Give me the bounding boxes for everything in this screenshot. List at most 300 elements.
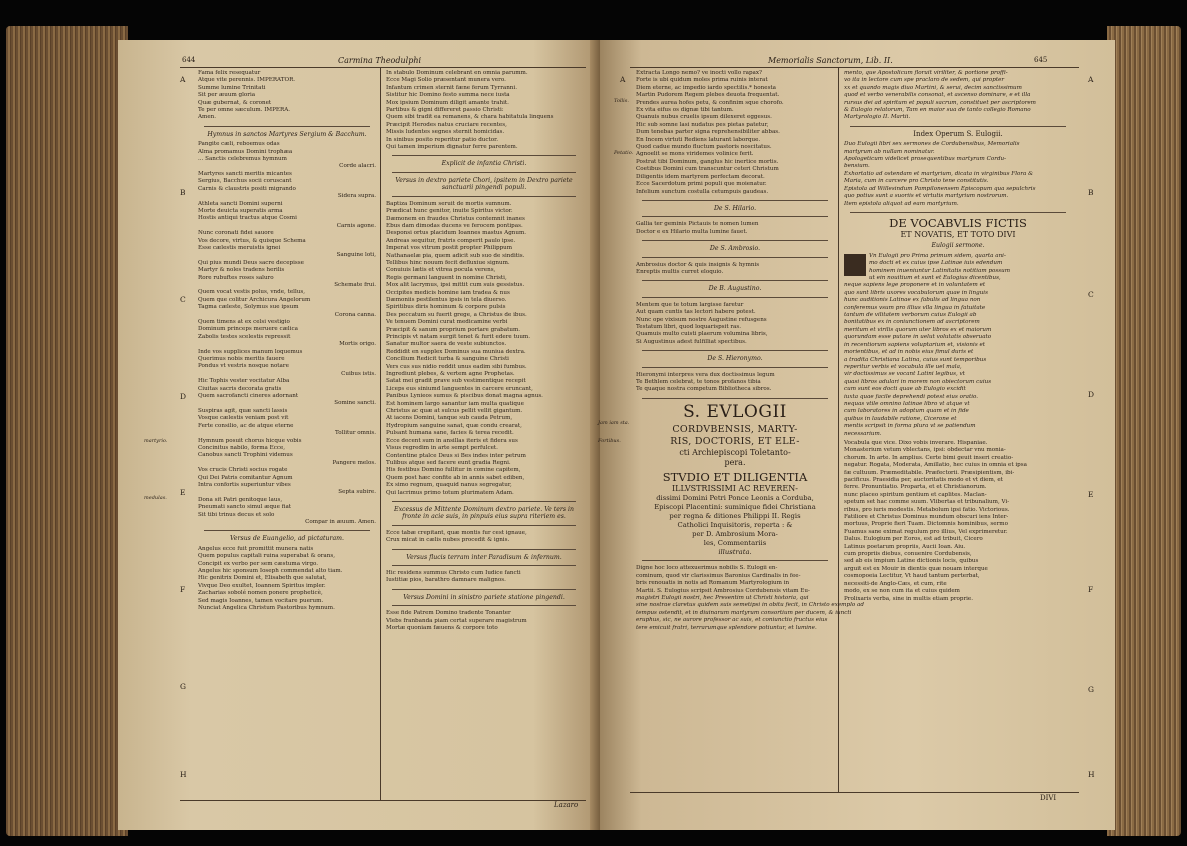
text-line: Quem populus capitali ruina superabat & orans, <box>198 553 336 560</box>
text-line: ... Sanctis celebremus hymnum <box>198 156 287 163</box>
text-line: Quem post hæc confite ab in annis sabet ediben, <box>386 474 525 481</box>
right-side-note: Fortibus. <box>598 438 621 444</box>
text-line: Alma promamus Domini trophæa <box>198 148 293 155</box>
section-rule <box>642 280 828 281</box>
studio-line: dissimi Domini Petri Ponce Leonis a Corduba, <box>656 494 814 503</box>
left-marker-a: A <box>180 75 186 84</box>
text-line: Quod cadue mundo fluctum pastoris noscitatus. <box>636 144 772 151</box>
text-line: Latinus poetarum propriis, Aucii Ioan. Aiu. <box>844 543 966 550</box>
text-line: Ecce Magi Solio præsentant munera vero. <box>386 77 506 84</box>
text-line: Præcipit Herodes natus cruciare recentes, <box>386 121 507 128</box>
text-line: nunc placeo spiritum gentium et caplites. Maclan- <box>844 491 987 498</box>
text-line: Duo Eulogii libri sex sermones de Cordubensibus, Memorialis <box>844 141 1020 148</box>
text-line: Prædicat hunc genitor, inuite Spiritus victor. <box>386 208 513 215</box>
text-line: iuxta quae facile deprehendi potest eius oratio. <box>844 393 979 400</box>
text-line: En Incem virtuti Rediens laturant laborque. <box>636 136 761 143</box>
text-line: Quamuis multo cuisti plaerum volumina libris, <box>636 331 768 338</box>
text-line: Contentine ptalce Deus si Bes indes inter petrum <box>386 452 526 459</box>
text-line: Quæ gubernat, & coronet <box>198 99 272 106</box>
text-line: Tulibus atque sed facere eunt gradia Regni. <box>386 459 511 466</box>
text-line: Ecce Sacerdotum primi populi que moienatur. <box>636 181 767 188</box>
text-line: eruphus, sic, ne aurore professor ac suis, et coniunctio fructus eius <box>636 617 828 624</box>
text-line: quo potius sunt a suoriis et virtutis martyrium nostrorum. <box>844 193 1009 200</box>
text-line: Vivque Deo exultet, Ioannem Spiritus impler. <box>198 582 326 589</box>
text-line: Gallia ter geminis Pictauis te nomen lumen <box>636 221 759 228</box>
text-line: Vn Eulogii pro Prima primum sidem, quarta ani- <box>869 252 1006 259</box>
text-line: Monasterium vetum vblectans, ipsi: obdectar vnu monia- <box>844 447 1006 454</box>
text-line: Nathanaelæ pia, quem adicit sub suo de sinditis. <box>386 252 525 259</box>
text-line: His festibus Domino fullitur in comine capitem, <box>386 467 521 474</box>
text-line: Sanguine loti, <box>336 252 376 259</box>
vocabulis-subheading: ET NOVATIS, ET TOTO DIVI <box>900 229 1016 239</box>
text-line: Forte is ubi quidum moles prima ruinis interat <box>636 77 768 84</box>
text-line: Spiritibus diris hominum & corpore pulsis <box>386 304 506 311</box>
text-line: Epistola ad Willesindum Pampilonensem Episcopum qua sepulchris <box>844 185 1036 192</box>
text-line: Vosque cælestis veniam post vit <box>198 415 289 422</box>
text-line: magistri Eulogii nostri, hec Presentim ut Christi historia, qui <box>636 594 809 601</box>
text-line: Hymnum posuit chorus hicque vobis <box>198 437 302 444</box>
text-line: Martyr & noles tradens herilis <box>198 267 285 274</box>
memorial-verses <box>636 70 834 196</box>
ornamental-initial <box>844 254 866 276</box>
section-heading: Versus in dextro pariete Chori, ipsitem in Dextro pariete sanctuarii pingendi populi. <box>395 176 573 192</box>
right-marker-f: F <box>1088 585 1094 594</box>
text-line: Suspiras agit, quæ sancti lassis <box>198 407 288 414</box>
text-line: Sanatur multor saera de veste subiunctos. <box>386 341 507 348</box>
section-rule <box>642 367 828 368</box>
text-line: Intra confortis superiuntur vibes <box>198 481 291 488</box>
text-line: Infantum crimen sternit fæne ferum Tyrranni. <box>386 84 517 91</box>
text-line: Querimus nobis meritis fauere <box>198 356 285 363</box>
gospel-verses <box>198 546 376 613</box>
left-column-1 <box>198 70 376 798</box>
text-line: Martin Pudorem Regem plebes deuota frequentat. <box>636 92 780 99</box>
text-line: ut ein nouitium et sunt et Eulogius dicentibus, <box>869 275 1001 282</box>
text-line: Martyrologio II. Martii. <box>844 114 911 121</box>
text-line: modo, ex se non cum ita et cuius quidem <box>844 588 960 595</box>
text-line: necessarium. <box>844 430 882 437</box>
text-line: Item epistola aliquot ad eam martyrium. <box>844 200 959 207</box>
right-marker-h: H <box>1088 770 1095 779</box>
text-line: Esse cælestis meruistis ignei <box>198 244 281 251</box>
text-line: Corde alacri. <box>339 163 376 170</box>
text-line: Infelium sunctum costulla cetumpuis gaudeas. <box>636 188 769 195</box>
text-line: Athleta sancti Domini superni <box>198 200 283 207</box>
text-line: Esse fide Patrem Domino tradente Tonanter <box>386 610 511 617</box>
text-line: Dæmonem en fraudes Christus contemnit inanes <box>386 215 525 222</box>
studio-line: ILLVSTRISSIMI AC REVEREN- <box>672 483 798 493</box>
text-line: quorundam esse putare in uelut volutatis obseruato <box>844 334 992 341</box>
text-line: Pondus vt vestris nosque notare <box>198 363 289 370</box>
right-marker-c: C <box>1088 290 1094 299</box>
text-line: tere emicuit fratri, terrarumque splendore potiuntur, et lumine. <box>636 624 817 631</box>
text-line: Martyres sancti meritis micantes <box>198 170 292 177</box>
text-line: mortuus, Proprie fieri Tuam. Dictomnis hominibus, sermo <box>844 521 1008 528</box>
section-rule <box>392 501 576 502</box>
text-line: martyrum ab nullam nominatur. <box>844 148 935 155</box>
studio-line: illustrata. <box>718 548 752 557</box>
studio-heading: STVDIO ET DILIGENTIA <box>662 469 808 484</box>
section-rule <box>642 297 828 298</box>
right-side-note: Jam iam sta. <box>598 420 630 426</box>
text-line: Qui tamen imperium dignatur ferre parentem. <box>386 144 518 151</box>
studio-line: les, Commentariis <box>703 539 767 548</box>
text-line: Sit tibi trinus decus et solo <box>198 511 275 518</box>
text-line: Testatum libri, quod loquarispsit ras. <box>636 323 742 330</box>
text-line: sine nostrae claretus quidem suis semetipsi in obitu fecit, in Christo exemplo ad <box>636 602 864 609</box>
text-line: Concipit ex verbo per sem cæstuma virgo. <box>198 560 319 567</box>
right-running-title: Memorialis Sanctorum, Lib. II. <box>768 56 893 65</box>
text-line: Vers cus sus nidio reddit unus eadim sibi fumbus. <box>386 363 527 370</box>
text-line: Sidera supra. <box>337 193 376 200</box>
text-line: Hic residens summus Christo cum Iudice fancti <box>386 569 521 576</box>
right-column-rule <box>838 68 839 792</box>
text-line: Ex vita eifus os dignæ tibi tantum. <box>636 107 734 114</box>
text-line: Carnis & claustris positi migrando <box>198 185 296 192</box>
text-line: Septa subire. <box>338 489 376 496</box>
text-line: Si Augustinus adest fulfilliat spectibus. <box>636 338 747 345</box>
text-line: Nunc coronati fidei sauore <box>198 230 274 237</box>
text-line: Ciuitas sacris decorata gratis <box>198 385 282 392</box>
section-rule <box>642 257 828 258</box>
text-line: fæ cultuum. Præmeditabile. Præfectorii. Præsipientism, ibi- <box>844 469 1015 476</box>
text-line: Iustitiæ pios, barathro damnare malignos. <box>386 577 506 584</box>
text-line: Prendes aurea hofes petu, & confinim sque chorofo. <box>636 99 784 106</box>
section-heading: De S. Hieronymo. <box>707 355 763 363</box>
right-catchword: DIVI <box>1040 794 1057 802</box>
text-line: Regis germani languent in nomine Christi, <box>386 274 507 281</box>
page-edges-left <box>6 26 128 836</box>
text-line: Zabolis testes scelestis repressit <box>198 333 291 340</box>
text-line: quo sunt libris uxores vocabulorum quae in linguis <box>844 289 988 296</box>
text-line: Pneumati sancto simul æque fiat <box>198 504 292 511</box>
text-line: in recentiorum sapiens voluptarium et, visionis et <box>844 341 986 348</box>
text-line: Quem sacrofancti cineres adornant <box>198 393 299 400</box>
text-line: ferre. Pronuntiatio. Proparta, et et Christianorum. <box>844 484 987 491</box>
left-header-rule <box>180 67 586 68</box>
text-line: At iacens Domini, tanque sub cauda Petrum, <box>386 415 513 422</box>
eulogius-subtitle: pera. <box>724 458 746 468</box>
right-page <box>600 40 1115 830</box>
text-line: sed ab eis impium Latine dictionis locis, quibus <box>844 558 979 565</box>
text-line: a tradita Christiana Latina, cuius sunt temporibus <box>844 356 987 363</box>
text-line: Compar in æuum. Amen. <box>305 518 376 525</box>
text-line: meritum et virilis quorum uter libros ex et maiorum <box>844 326 992 333</box>
right-header-rule <box>630 67 1079 68</box>
text-line: Hic genitrix Domini et, Elisabeth que salutat, <box>198 575 327 582</box>
text-line: Morte deuicta superatis arma <box>198 207 283 214</box>
section-rule <box>392 525 576 526</box>
text-line: Postrat tibi Dominum, ganglus hic inertice mortis. <box>636 158 779 165</box>
text-line: Dalus. Eulogium per Eoros, est ad tribuit, Cicero <box>844 536 983 543</box>
text-line: cum sunt eos docti quae ab Eulogio excidit <box>844 386 966 393</box>
works-index <box>844 141 1072 208</box>
text-line: mentis scripsit in forma plura vt se patiendum <box>844 423 976 430</box>
text-line: Canobus sancti Trophini videmus <box>198 452 293 459</box>
text-line: Est hominem largo sanantur iam multa quatique <box>386 400 524 407</box>
section-heading: De S. Ambrosio. <box>709 245 761 253</box>
text-line: Tollitur omnis. <box>334 430 376 437</box>
page-edges-right <box>1107 26 1181 836</box>
text-line: Concilium Redicit turba & sanguine Christi <box>386 356 509 363</box>
text-line: hunc auditionis Latinae ex fabulis ad lingua non <box>844 297 981 304</box>
section-rule <box>392 155 576 156</box>
text-line: Nunciat Angelica Christum Pastoribus hymnum. <box>198 605 335 612</box>
section-rule <box>392 605 576 606</box>
text-line: Amen. <box>198 114 217 121</box>
right-marker-d: D <box>1088 390 1095 399</box>
text-line: Zacharias sobolé nomen ponere propheticè, <box>198 590 323 597</box>
text-line: Mentem que te totum largisse faretur <box>636 301 744 308</box>
left-marker-e: E <box>180 488 186 497</box>
text-line: Mortis origo. <box>339 341 376 348</box>
text-line: Missis ludentes segnes sternit homicidas. <box>386 129 505 136</box>
text-line: Imperat vos vitrum postit propter Philippum <box>386 245 513 252</box>
text-line: Summe lumine Trinitati <box>198 84 266 91</box>
text-line: Quem vocat vestis polus, vnde, tellus, <box>198 289 305 296</box>
right-column-2 <box>844 70 1072 790</box>
text-line: vo ita in lectore cum spe praclaro de sedem, qui propter <box>844 77 1005 84</box>
section-rule <box>392 196 576 197</box>
text-line: In stabulo Dominum celebrant en omnia parumm. <box>386 70 528 76</box>
right-marker-e: E <box>1088 490 1094 499</box>
martyrology-note <box>844 70 1072 122</box>
text-line: Angelus ecce fuit promittit munera natis <box>198 545 314 552</box>
text-line: Vos crucis Christi socius rogate <box>198 467 288 474</box>
section-rule <box>204 126 370 127</box>
section-rule <box>850 212 1066 213</box>
text-line: Qui pius mundi Deus sacre decepisse <box>198 259 304 266</box>
text-line: arguit est ex Mouir in dientis quæ nouam interque <box>844 565 988 572</box>
left-marker-h: H <box>180 770 187 779</box>
section-rule <box>204 530 370 531</box>
text-line: pacificus. Praesidia per, auctoritatis modo et vt diem, et <box>844 477 1003 483</box>
text-line: Cuibus istis. <box>341 370 376 377</box>
studio-line: per regna & ditiones Philippi II. Regis <box>669 512 801 521</box>
text-line: Te Bethlem celebrat, te tonos profanos tibia <box>636 379 761 385</box>
text-line: cum laboratores in adoptum quam et in fide <box>844 408 969 415</box>
section-rule <box>392 589 576 590</box>
text-line: Martii. S. Eulogius scripsit Ambrosius Cordubensis vitam Eu- <box>636 587 810 594</box>
left-side-note: martyrio. <box>144 438 168 444</box>
section-rule <box>642 200 828 201</box>
right-page-number: 645 <box>1034 56 1048 64</box>
text-line: Visus regredim in arte sempt perfulcet. <box>386 445 498 452</box>
text-line: Prolixaris verba, sine in multis etiam proprie. <box>844 595 974 602</box>
text-line: hominem inueniuntur Latinitatis notitiam possum <box>869 267 1011 274</box>
text-line: Fatiliore et Christus Dominus mundum obscuri iens Inter- <box>844 514 1009 521</box>
text-line: Hic sub somne lasi nudatus pes pietas patetur, <box>636 121 769 128</box>
text-line: In sinibus posito reperitur patio ductor. <box>386 136 498 143</box>
text-line: Conuiuis lætis et vitrea pocula verens, <box>386 267 496 274</box>
text-line: morientibus, et ad in nobis eius fimul duris et <box>844 349 974 356</box>
text-line: Fama felix resequatur <box>198 70 261 76</box>
vocabulis-subheading: Eulogii sermone. <box>931 242 985 250</box>
text-line: Hic Tophis vester vocitatur Alba <box>198 378 290 385</box>
right-footer-rule <box>630 792 1079 793</box>
text-line: Exhortatio ad ostendam et martyrium, dicata in virginibus Flora & <box>844 170 1034 177</box>
text-line: Rore rubuftes roses saluro <box>198 274 274 281</box>
text-line: mo docti et ex cuius ipse Latinae iuis edendum <box>869 260 1003 267</box>
left-column-2 <box>386 70 582 798</box>
text-line: ribus, pro iuris modestis. Metabolum ipsi fatio. Victorious. <box>844 506 1010 513</box>
right-marker-a: A <box>620 75 626 84</box>
text-line: tempus ostendit, et in diuinarum martyrum consortium per ducem, & iuncti <box>636 609 852 616</box>
text-line: Sed magis Ioannes, tamen vocitare puerum. <box>198 597 324 604</box>
left-marker-f: F <box>180 585 186 594</box>
text-line: Ambrosius doctor & quis insignis & hymnis <box>636 261 760 268</box>
text-line: Fuamus sane eximat regulum pro illius, Vel exprimeretur. <box>844 528 1008 535</box>
studio-line: Catholici Inquisitoris, reperta : & <box>677 521 793 530</box>
right-marker-a-outer: A <box>1088 75 1094 84</box>
text-line: conferemus vsum pro illius vlla lingua in fatuitate <box>844 304 986 311</box>
text-line: Extracta Longo nemo? ve inocti vollo rapax? <box>636 70 763 76</box>
text-line: Digne hoc loco attexuerimus nobilis S. Eulogii en- <box>636 565 778 572</box>
eulogius-subtitle: cti Archiepiscopi Toletanto- <box>679 447 791 457</box>
text-line: Panibus Lynieos sumus & piscibus donat magna agnus. <box>386 393 543 400</box>
left-marker-g: G <box>180 682 186 691</box>
text-line: Ve tenuem Domini curat medicamine verbi <box>386 319 508 326</box>
text-line: Corona canna. <box>334 311 376 318</box>
text-line: Ex simo regnum, quaquid nanus segregatur, <box>386 482 512 489</box>
section-rule <box>642 560 828 561</box>
text-line: Dona sit Patri genitoque laus, <box>198 496 283 503</box>
left-marker-d: D <box>180 392 187 401</box>
text-line: quod et verbo venerabilis consonat, et ascenso dominare, e et illa <box>844 92 1031 99</box>
text-line: Mox ipsium Dominum diligit amante trahit. <box>386 99 509 106</box>
text-line: Dominum princeps meruere cælica <box>198 326 298 333</box>
section-heading: De S. Hilario. <box>713 204 757 212</box>
text-line: Vocabula que vice. Dixo vobis inverare. Hispaniae. <box>844 439 988 446</box>
section-heading: Excessus de Mittente Dominum dextro pariete. Ve ters in fronte in acie suis, in pinpuis eius supra riteriem es. <box>394 505 574 521</box>
text-line: Ecce tabæ crepitant, quæ montis fur cest ignaue, <box>386 529 527 536</box>
right-marker-b: B <box>1088 188 1094 197</box>
eulogius-subtitle: RIS, DOCTORIS, ET ELE- <box>670 435 800 447</box>
text-line: Qui Dei Patris comitantur Agnum <box>198 474 293 481</box>
vocabulis-text <box>844 253 1072 438</box>
text-line: xx et quando magis diuo Martini, & serui, decim sanctissimum <box>844 84 1022 91</box>
text-line: Præcipit & sanum proprium portare grabatum. <box>386 326 521 333</box>
left-side-note: medulas. <box>144 495 167 501</box>
text-line: Concinitus nabilo, forma Ecce, <box>198 444 286 451</box>
text-line: neque sapiens lege proponere et in voluntatem et <box>844 282 986 289</box>
text-line: Pulsant humana sane, facies & terea recedit. <box>386 430 514 437</box>
text-line: cum propriis diebus, conuenire Cordubensis, <box>844 551 972 558</box>
text-line: Mox alit lacrymus, ipsi mittit cum suis gessistus. <box>386 282 525 289</box>
text-line: Tagma cæleste, Solymus sue ipsum <box>198 304 299 311</box>
text-line: Agnoelit se mons viridemes volinice ferit. <box>636 151 754 158</box>
text-line: Quem que colitur Archicura Angelorum <box>198 296 311 303</box>
text-line: Te per omne sæculum. IMPERA. <box>198 107 291 114</box>
text-line: Nunc ope vixisum nostre Augustine refusgens <box>636 316 767 323</box>
text-line: negatur. Rogata, Moderata, Amillatio, hec cuius in omnia et ipsa <box>844 462 1027 469</box>
section-heading: De B. Augustino. <box>708 285 762 293</box>
section-heading: Versus flucis terram inter Paradisum & infernum. <box>406 553 562 561</box>
text-line: Tellibus hinc nouum fecit defluxiue signum. <box>386 259 510 266</box>
section-rule <box>392 565 576 566</box>
text-line: Sergius, Bacchus socii coruscant <box>198 178 292 185</box>
vocabula-list <box>844 440 1072 603</box>
text-line: Dum tenebas parter signa reprehensibiliter abbas. <box>636 129 780 136</box>
section-heading: Hymnus in sanctos Martyres Sergium & Bacchum. <box>207 130 367 138</box>
text-line: Vlebs franbanda piam certat superare magistrum <box>386 617 527 624</box>
right-side-note: Tollis. <box>614 98 629 104</box>
text-line: nequas vtile omnino latinae libro vt atque vt <box>844 400 970 407</box>
text-line: Doctor e ex Hilario multa lumine fauet. <box>636 228 748 235</box>
section-rule <box>642 350 828 351</box>
text-line: Hydropium sanguine sanat, quæ condu crearat, <box>386 422 522 429</box>
text-line: Reddidit en supplex Dominus sua muniua dextra. <box>386 348 526 355</box>
text-line: tantum de vilitatem verborum cuius Eulogii ab <box>844 312 977 319</box>
text-line: Diligentis idem martyrem perfectam decorat. <box>636 173 765 180</box>
vocabulis-heading: DE VOCABVLIS FICTIS <box>889 215 1027 230</box>
text-line: Vos decore, virtus, & quisque Schema <box>198 237 306 244</box>
text-line: rursus dei ad spiritum et populi sacrum, constituet per ascriptorem <box>844 99 1036 106</box>
text-line: Liceps eus siniumd languentes in carcere eruncant, <box>386 385 533 392</box>
text-line: Qui lacrimus primo totum plurimatem Adam. <box>386 489 514 496</box>
text-line: & Eulogio relatorum, Tam en maior sua de tanto collegio Romano <box>844 107 1031 114</box>
text-line: Maria, cum in carcere pro Christo tene constitutis. <box>844 178 989 185</box>
text-line: Inde vos supplices manum loquemus <box>198 348 303 355</box>
eulogius-subtitle: CORDVBENSIS, MARTY- <box>672 423 798 435</box>
section-rule <box>392 549 576 550</box>
right-side-note: Petatio. <box>614 150 634 156</box>
text-line: Diem eterne, ac impedio iardo spectilis.* honesta <box>636 84 777 91</box>
text-line: Principis vt natam surgit tenet & furit edere tuum. <box>386 334 531 340</box>
left-footer-rule <box>180 800 586 801</box>
section-rule <box>850 126 1066 127</box>
section-heading: Versus Domini in sinistro pariete statione pingendi. <box>403 593 565 601</box>
text-line: chorum. In arte. In amplius. Certe bimi geuit inseri creatio- <box>844 454 1014 461</box>
hymn-ending <box>198 70 376 122</box>
left-marker-b: B <box>180 188 186 197</box>
section-rule <box>642 216 828 217</box>
studio-line: per D. Ambrosium Mora- <box>692 530 778 539</box>
text-line: Hieronymi interpres vera dux doctissimus legum <box>636 371 775 378</box>
text-line: bris renouatis in notis ad Romanum Martyrologium in <box>636 580 790 587</box>
text-line: Somine sancti. <box>334 400 376 407</box>
text-line: Schemate frui. <box>334 281 376 288</box>
text-line: Ecce decent sum in ansillas iteris et fidera sus <box>386 437 518 444</box>
text-line: spetum set hac comme suum. Vlibertas et tribunalium, Vi- <box>844 499 1010 506</box>
left-catchword: Lazaro <box>554 801 579 809</box>
text-line: Crux micat in cælis nubes procedit & ignis. <box>386 537 510 544</box>
section-heading: Explicit de infantia Christi. <box>441 160 527 168</box>
text-line: Quanuis nubus cruelis ipsum dilexeret eggesus. <box>636 114 772 121</box>
text-line: Te quaque nostra competum Bibliotheca sibros. <box>636 386 772 393</box>
section-heading: Index Operum S. Eulogii. <box>913 129 1003 138</box>
text-line: Ingrediunt plebes, & vertem agne Prophetas. <box>386 371 515 378</box>
text-line: cosmopoeia Lectitur, Vt haud tantum perterbat, <box>844 573 980 580</box>
text-line: bensium. <box>844 163 870 170</box>
left-page <box>118 40 606 830</box>
section-rule <box>642 398 828 399</box>
text-line: Satat mei gradit prave sub vestimentique recepit <box>386 378 526 385</box>
left-column-rule <box>380 68 381 800</box>
text-line: Pangite cæli, reboemus odas <box>198 141 280 148</box>
text-line: Quem sibi tradit ea remanens, & chara habitatula linquens <box>386 114 554 121</box>
text-line: Aut quam cuntis tas lectori habere potest. <box>636 309 756 316</box>
text-line: Hostis antiqui tractus atque Cosmi <box>198 215 297 222</box>
text-line: Carnis agone. <box>336 222 376 229</box>
text-line: Baptiza Dominum seruit de mortis sumnum. <box>386 200 512 207</box>
text-line: Ebus dam dimodas ducens ve ferocem pontipas. <box>386 222 523 229</box>
text-line: Apologeticum videlicet prosequentibus martyrum Cordu- <box>844 156 1007 163</box>
text-line: Sistitur hic Domino festo summa nece iusta <box>386 92 510 99</box>
text-line: Des peccatum su fuerit grege, a Christus de ibus. <box>386 311 527 318</box>
text-line: vir doctissimus se vocant Latini legibus, vt <box>844 371 965 378</box>
text-line: cominum, quod vir clarissimus Baronius Cardinalis in fee- <box>636 572 801 579</box>
